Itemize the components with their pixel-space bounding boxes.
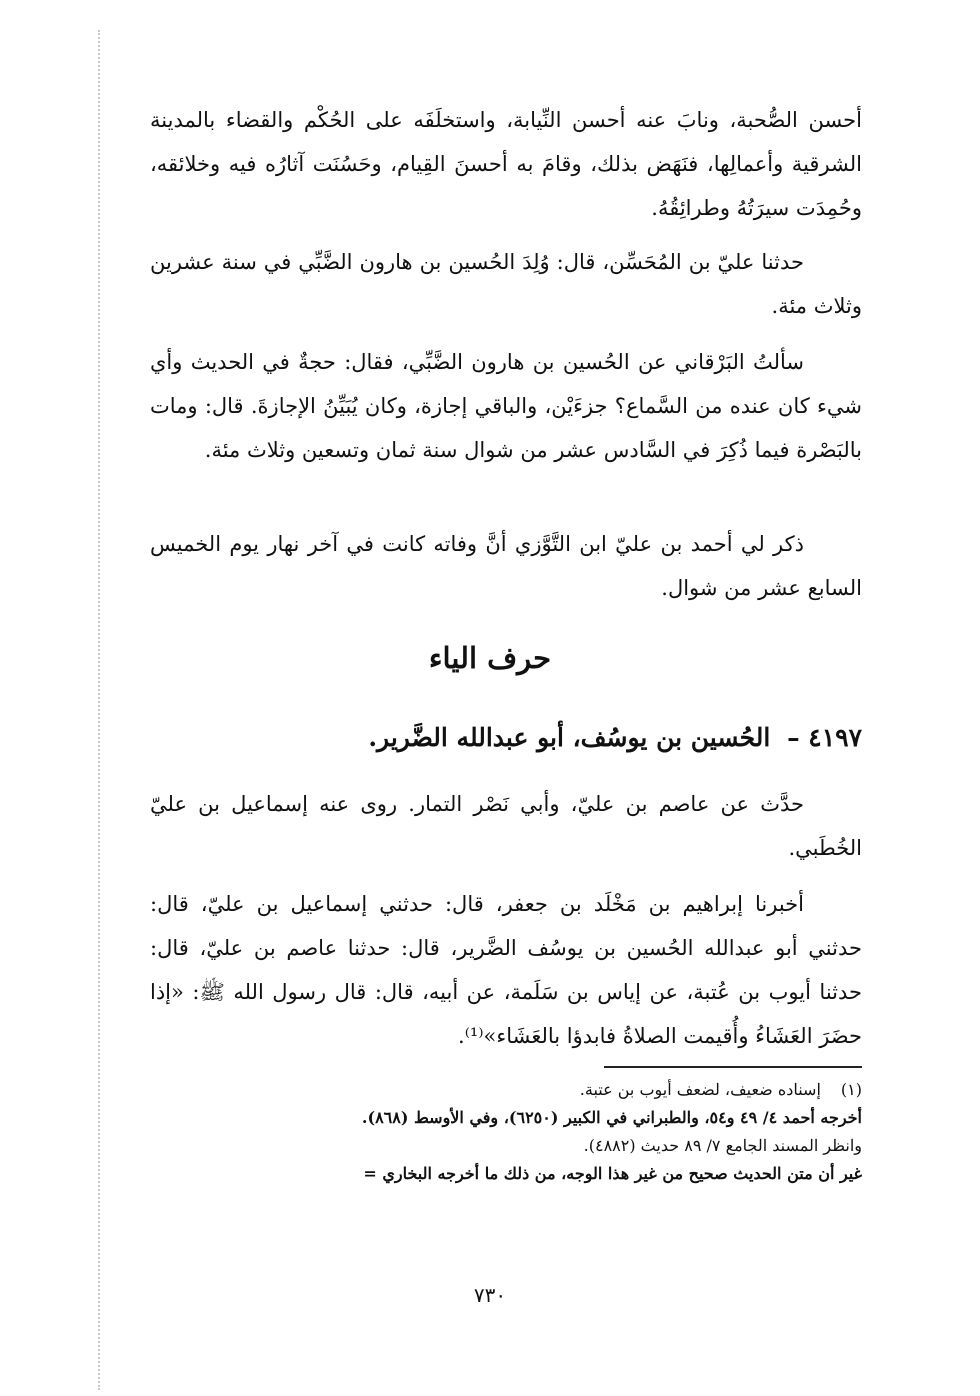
entry-title-text: الحُسين بن يوسُف، أبو عبدالله الضَّرير. <box>368 723 771 752</box>
entry-heading <box>150 716 862 760</box>
page-number: ٧٣٠ <box>473 1283 507 1307</box>
footnote-line-1: إسناده ضعيف، لضعف أيوب بن عتبة. <box>579 1080 821 1099</box>
paragraph-3-text: سألتُ البَرْقاني عن الحُسين بن هارون الضَّبِّي، فقال: حجةٌ في الحديث وأي شيء كان عنده من السَّماع؟ جزءَيْن، والباقي إجازة، وكان يُبَيِّنُ الإجازةَ. قال: ومات بالبَصْرة فيما ذُكِرَ في السَّادس عشر من شوال سنة ثمان وتسعين وثلاث مئة. <box>150 350 862 462</box>
paragraph-5-text: حدَّث عن عاصم بن عليّ، وأبي نَصْر التمار. روى عنه إسماعيل بن عليّ الخُطَبي. <box>150 792 862 860</box>
footnote-marker: (١) <box>840 1080 862 1099</box>
section-heading: حرف الياء <box>428 641 552 675</box>
paragraph-1-text: أحسن الصُّحبة، ونابَ عنه أحسن النِّيابة، واستخلَفَه على الحُكْم والقضاء بالمدينة الشرقية وأعمالِها، فنَهَض بذلك، وقامَ به أحسنَ القِيام، وحَسُنَت آثارُه فيه وخلائقه، وحُمِدَت سيرَتُهُ وطرائِقُهُ. <box>150 108 862 220</box>
footnote-line-3: وانظر المسند الجامع ٧/ ٨٩ حديث (٤٨٨٢). <box>583 1136 862 1155</box>
footnote-1 <box>150 1076 862 1104</box>
paragraph-4-text: ذكر لي أحمد بن عليّ ابن التَّوَّزي أنَّ وفاته كانت في آخر نهار يوم الخميس السابع عشر من شوال. <box>150 532 862 600</box>
footnote-line-2: أخرجه أحمد ٤/ ٤٩ و٥٤، والطبراني في الكبير (٦٢٥٠)، وفي الأوسط (٨٦٨). <box>361 1108 862 1127</box>
footnote-separator <box>604 1066 862 1068</box>
paragraph-2-text: حدثنا عليّ بن المُحَسِّن، قال: وُلِدَ الحُسين بن هارون الضَّبِّي في سنة عشرين وثلاث مئة. <box>150 250 862 318</box>
paragraph-2 <box>150 240 862 328</box>
paragraph-5 <box>150 782 862 870</box>
paragraph-3 <box>150 340 862 472</box>
footnotes <box>150 1076 862 1188</box>
paragraph-4 <box>150 522 862 610</box>
paragraph-6 <box>150 882 862 1058</box>
paragraph-6-text: أخبرنا إبراهيم بن مَخْلَد بن جعفر، قال: حدثني إسماعيل بن عليّ، قال: حدثني أبو عبدالله الحُسين بن يوسُف الضَّرير، قال: حدثنا عاصم بن عليّ، قال: حدثنا أيوب بن عُتبة، عن إياس بن سَلَمة، عن أبيه، قال: قال رسول الله ﷺ: «إذا حضَرَ العَشَاءُ وأُقيمت الصلاةُ فابدؤا بالعَشَاء»⁽¹⁾. <box>150 892 862 1048</box>
gutter-dotted-line <box>98 30 100 1390</box>
entry-number: ٤١٩٧ – <box>787 723 862 752</box>
paragraph-1 <box>150 98 862 230</box>
footnote-line-4: غير أن متن الحديث صحيح من غير هذا الوجه، من ذلك ما أخرجه البخاري = <box>363 1164 862 1183</box>
